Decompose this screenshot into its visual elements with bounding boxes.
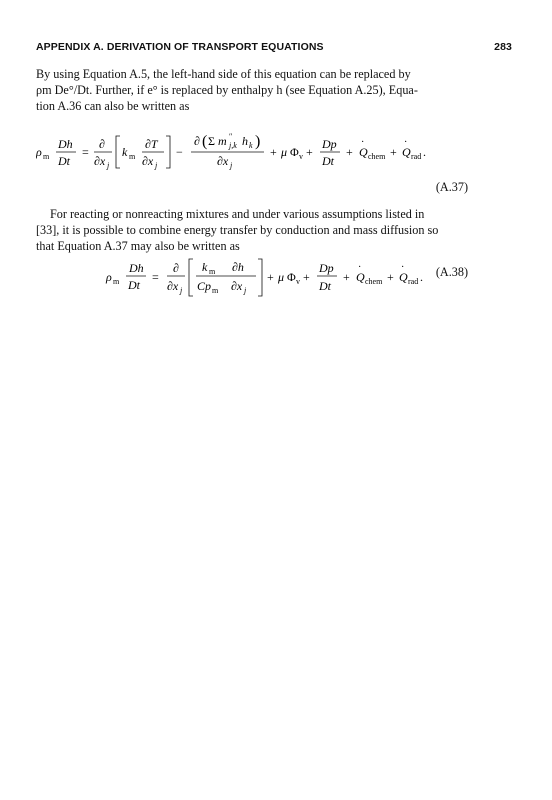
svg-text:+: + bbox=[343, 270, 350, 284]
svg-text:Dt: Dt bbox=[128, 278, 140, 292]
svg-text:ρ: ρ bbox=[106, 270, 112, 284]
svg-text:·: · bbox=[401, 262, 405, 273]
svg-text:j: j bbox=[107, 161, 110, 170]
svg-text:.: . bbox=[423, 145, 426, 159]
svg-text:∂x: ∂x bbox=[94, 154, 106, 168]
svg-text:+: + bbox=[303, 270, 310, 284]
svg-text:j: j bbox=[155, 161, 158, 170]
paragraph-2-line-1: For reacting or nonreacting mixtures and under various assumptions listed in bbox=[50, 207, 425, 221]
paragraph-2-line-2: [33], it is possible to combine energy transfer by conduction and mass diffusion so bbox=[36, 223, 439, 237]
running-header bbox=[36, 41, 516, 55]
svg-text:+: + bbox=[346, 145, 353, 159]
svg-text:j: j bbox=[230, 161, 233, 170]
svg-text:rad: rad bbox=[408, 277, 419, 286]
svg-text:Dt: Dt bbox=[319, 279, 331, 293]
svg-text:v: v bbox=[299, 152, 303, 161]
svg-text:Φ: Φ bbox=[290, 145, 299, 159]
paragraph-1-line-1: By using Equation A.5, the left-hand side of this equation can be replaced by bbox=[36, 67, 411, 81]
svg-text:.: . bbox=[420, 270, 423, 284]
svg-text:+: + bbox=[387, 270, 394, 284]
equation-a38 bbox=[36, 254, 476, 304]
page-number: 283 bbox=[494, 41, 512, 53]
svg-text:Q: Q bbox=[356, 270, 365, 284]
svg-text:): ) bbox=[255, 133, 261, 150]
svg-text:rad: rad bbox=[411, 152, 422, 161]
svg-text:∂x: ∂x bbox=[231, 279, 243, 293]
paragraph-2-line-3: that Equation A.37 may also be written as bbox=[36, 239, 240, 253]
paragraph-2 bbox=[36, 206, 467, 254]
svg-text:Dp: Dp bbox=[322, 137, 337, 151]
chapter-title: APPENDIX A. DERIVATION OF TRANSPORT EQUATIONS bbox=[36, 41, 324, 53]
paragraph-1-line-3: tion A.36 can also be written as bbox=[36, 99, 190, 113]
svg-text:+: + bbox=[267, 270, 274, 284]
svg-text:∂T: ∂T bbox=[145, 137, 158, 151]
svg-text:∂x: ∂x bbox=[217, 154, 229, 168]
svg-text:−: − bbox=[176, 145, 183, 159]
svg-text:Q: Q bbox=[402, 145, 411, 159]
svg-text:μ: μ bbox=[278, 270, 285, 284]
svg-text:m: m bbox=[113, 277, 120, 286]
equation-a37 bbox=[36, 128, 476, 176]
svg-text:k: k bbox=[249, 141, 253, 150]
paragraph-1 bbox=[36, 66, 467, 114]
svg-text:″: ″ bbox=[229, 132, 233, 141]
svg-text:m: m bbox=[209, 267, 216, 276]
svg-text:j,k: j,k bbox=[229, 141, 237, 150]
svg-text:ρ: ρ bbox=[36, 145, 42, 159]
equation-number-a38: (A.38) bbox=[435, 265, 468, 279]
svg-text:(: ( bbox=[202, 133, 208, 150]
svg-text:·: · bbox=[404, 137, 408, 148]
svg-text:∂x: ∂x bbox=[142, 154, 154, 168]
svg-text:+: + bbox=[306, 145, 313, 159]
svg-text:μ: μ bbox=[281, 145, 288, 159]
svg-text:Dp: Dp bbox=[319, 261, 334, 275]
svg-text:Φ: Φ bbox=[287, 270, 296, 284]
svg-text:∂: ∂ bbox=[99, 137, 105, 151]
svg-text:chem: chem bbox=[368, 152, 386, 161]
svg-text:Dh: Dh bbox=[129, 261, 144, 275]
svg-text:chem: chem bbox=[365, 277, 383, 286]
svg-text:m: m bbox=[129, 152, 136, 161]
svg-text:·: · bbox=[358, 262, 362, 273]
svg-text:Q: Q bbox=[359, 145, 368, 159]
equation-number-a37: (A.37) bbox=[435, 180, 468, 194]
svg-text:j: j bbox=[244, 286, 247, 295]
svg-text:Σ: Σ bbox=[208, 134, 215, 148]
paragraph-1-line-2: ρm De°/Dt. Further, if e° is replaced by enthalpy h (see Equation A.25), Equa- bbox=[36, 83, 418, 97]
svg-text:=: = bbox=[82, 145, 89, 159]
svg-text:+: + bbox=[390, 145, 397, 159]
svg-text:∂: ∂ bbox=[173, 261, 179, 275]
svg-text:v: v bbox=[296, 277, 300, 286]
svg-text:j: j bbox=[180, 286, 183, 295]
svg-text:Cp: Cp bbox=[197, 279, 212, 293]
svg-text:Dt: Dt bbox=[58, 154, 70, 168]
svg-text:∂: ∂ bbox=[194, 134, 200, 148]
svg-text:=: = bbox=[152, 270, 159, 284]
svg-text:k: k bbox=[122, 145, 128, 159]
svg-text:m: m bbox=[218, 134, 227, 148]
svg-text:m: m bbox=[43, 152, 50, 161]
svg-text:m: m bbox=[212, 286, 219, 295]
svg-text:·: · bbox=[361, 137, 365, 148]
svg-text:Dh: Dh bbox=[58, 137, 73, 151]
svg-text:∂h: ∂h bbox=[232, 260, 244, 274]
svg-text:k: k bbox=[202, 260, 208, 274]
svg-text:h: h bbox=[242, 134, 248, 148]
svg-text:+: + bbox=[270, 145, 277, 159]
svg-text:Q: Q bbox=[399, 270, 408, 284]
svg-text:∂x: ∂x bbox=[167, 279, 179, 293]
svg-text:Dt: Dt bbox=[322, 154, 334, 168]
